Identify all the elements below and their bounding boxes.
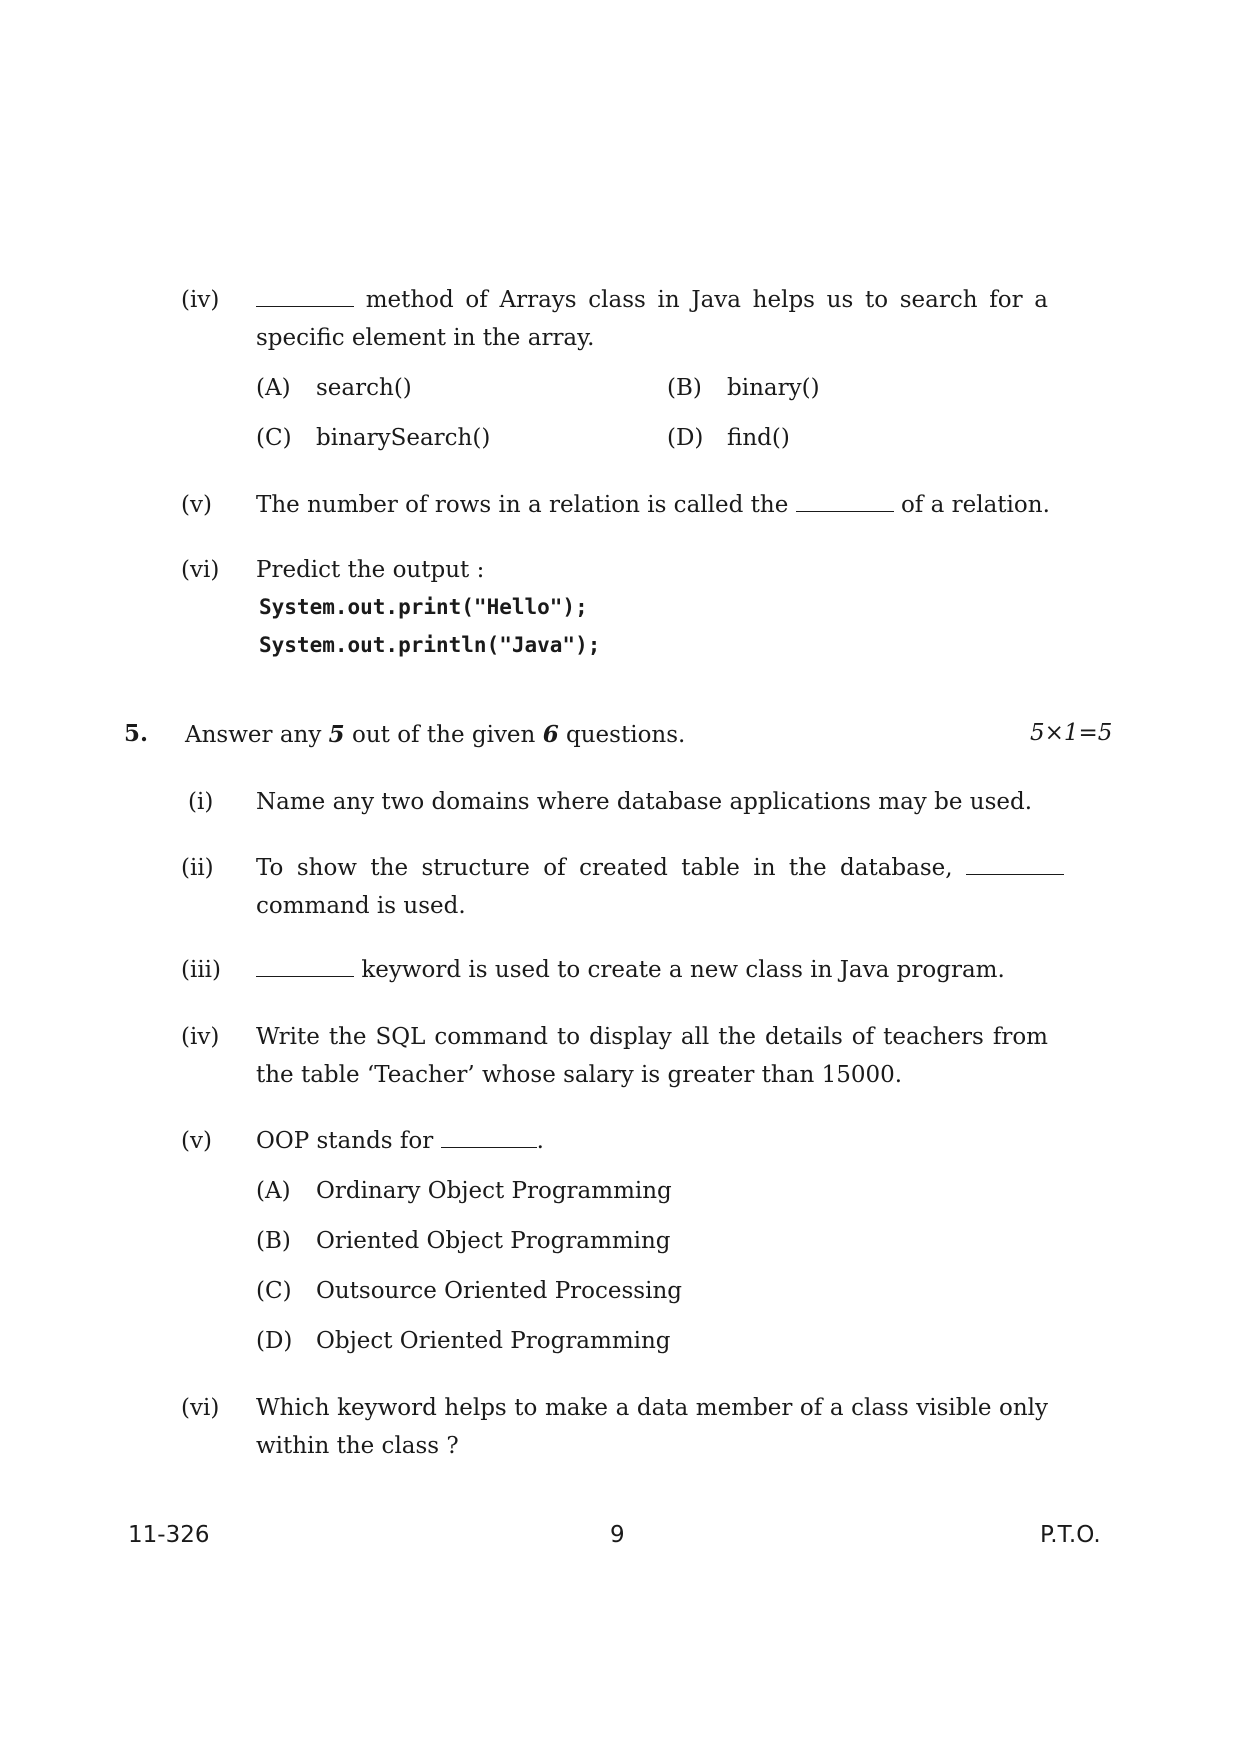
q4-iv-line2: specific element in the array.	[256, 325, 595, 351]
q5-v-option-b-text: Oriented Object Programming	[316, 1228, 671, 1254]
answer-blank	[966, 856, 1064, 875]
q5-v-option-d-text: Object Oriented Programming	[316, 1328, 671, 1354]
q4-iv-option-b-text: binary()	[727, 375, 820, 401]
q4-v-number: (v)	[181, 492, 212, 518]
q5-number: 5.	[124, 720, 149, 747]
q4-iv-option-c-text: binarySearch()	[316, 425, 491, 451]
q5-heading: Answer any 5 out of the given 6 questions.	[185, 721, 686, 748]
answer-blank	[256, 288, 354, 307]
q5-vi-line2: within the class ?	[256, 1433, 459, 1459]
answer-blank	[796, 493, 894, 512]
q4-v-text: The number of rows in a relation is called the of a relation.	[256, 492, 1050, 518]
q5-v-text: OOP stands for .	[256, 1128, 544, 1154]
q4-iv-option-d-text: find()	[727, 425, 790, 451]
q4-vi-number: (vi)	[181, 557, 220, 583]
q5-marks: 5×1=5	[1030, 720, 1113, 746]
q5-i-number: (i)	[188, 789, 214, 815]
q5-v-option-b-label: (B)	[256, 1228, 291, 1254]
q5-i-text: Name any two domains where database applications may be used.	[256, 789, 1033, 815]
code-line-2: System.out.println("Java");	[259, 633, 601, 657]
answer-blank	[441, 1129, 537, 1148]
q4-iv-option-a-text: search()	[316, 375, 412, 401]
q5-ii-line2: command is used.	[256, 893, 466, 919]
q5-iv-number: (iv)	[181, 1024, 220, 1050]
q5-vi-line1: Which keyword helps to make a data member of a class visible only	[256, 1395, 1048, 1421]
q4-iv-line1: method of Arrays class in Java helps us to search for a	[256, 285, 1048, 315]
q5-iv-line1: Write the SQL command to display all the details of teachers from	[256, 1024, 1048, 1050]
q5-v-option-c-label: (C)	[256, 1278, 292, 1304]
q5-iii-text: keyword is used to create a new class in Java program.	[256, 955, 1005, 985]
answer-blank	[256, 958, 354, 977]
pto-label: P.T.O.	[1040, 1522, 1101, 1548]
q5-v-option-d-label: (D)	[256, 1328, 293, 1354]
code-line-1: System.out.print("Hello");	[259, 595, 588, 619]
q5-ii-line1: To show the structure of created table in the database,	[256, 853, 1064, 883]
q5-ii-number: (ii)	[181, 855, 214, 881]
q4-iv-number: (iv)	[181, 287, 220, 313]
q4-iv-option-d-label: (D)	[667, 425, 704, 451]
q5-v-option-c-text: Outsource Oriented Processing	[316, 1278, 683, 1304]
q4-iv-option-a-label: (A)	[256, 375, 291, 401]
q5-v-option-a-label: (A)	[256, 1178, 291, 1204]
q4-iv-option-b-label: (B)	[667, 375, 702, 401]
q5-iv-line2: the table ‘Teacher’ whose salary is greater than 15000.	[256, 1062, 903, 1088]
q5-v-option-a-text: Ordinary Object Programming	[316, 1178, 672, 1204]
page-number: 9	[610, 1522, 625, 1548]
q4-iv-option-c-label: (C)	[256, 425, 292, 451]
paper-code: 11-326	[128, 1522, 210, 1548]
q5-v-number: (v)	[181, 1128, 212, 1154]
q5-iii-number: (iii)	[181, 957, 222, 983]
q4-vi-text: Predict the output :	[256, 557, 485, 583]
q5-vi-number: (vi)	[181, 1395, 220, 1421]
